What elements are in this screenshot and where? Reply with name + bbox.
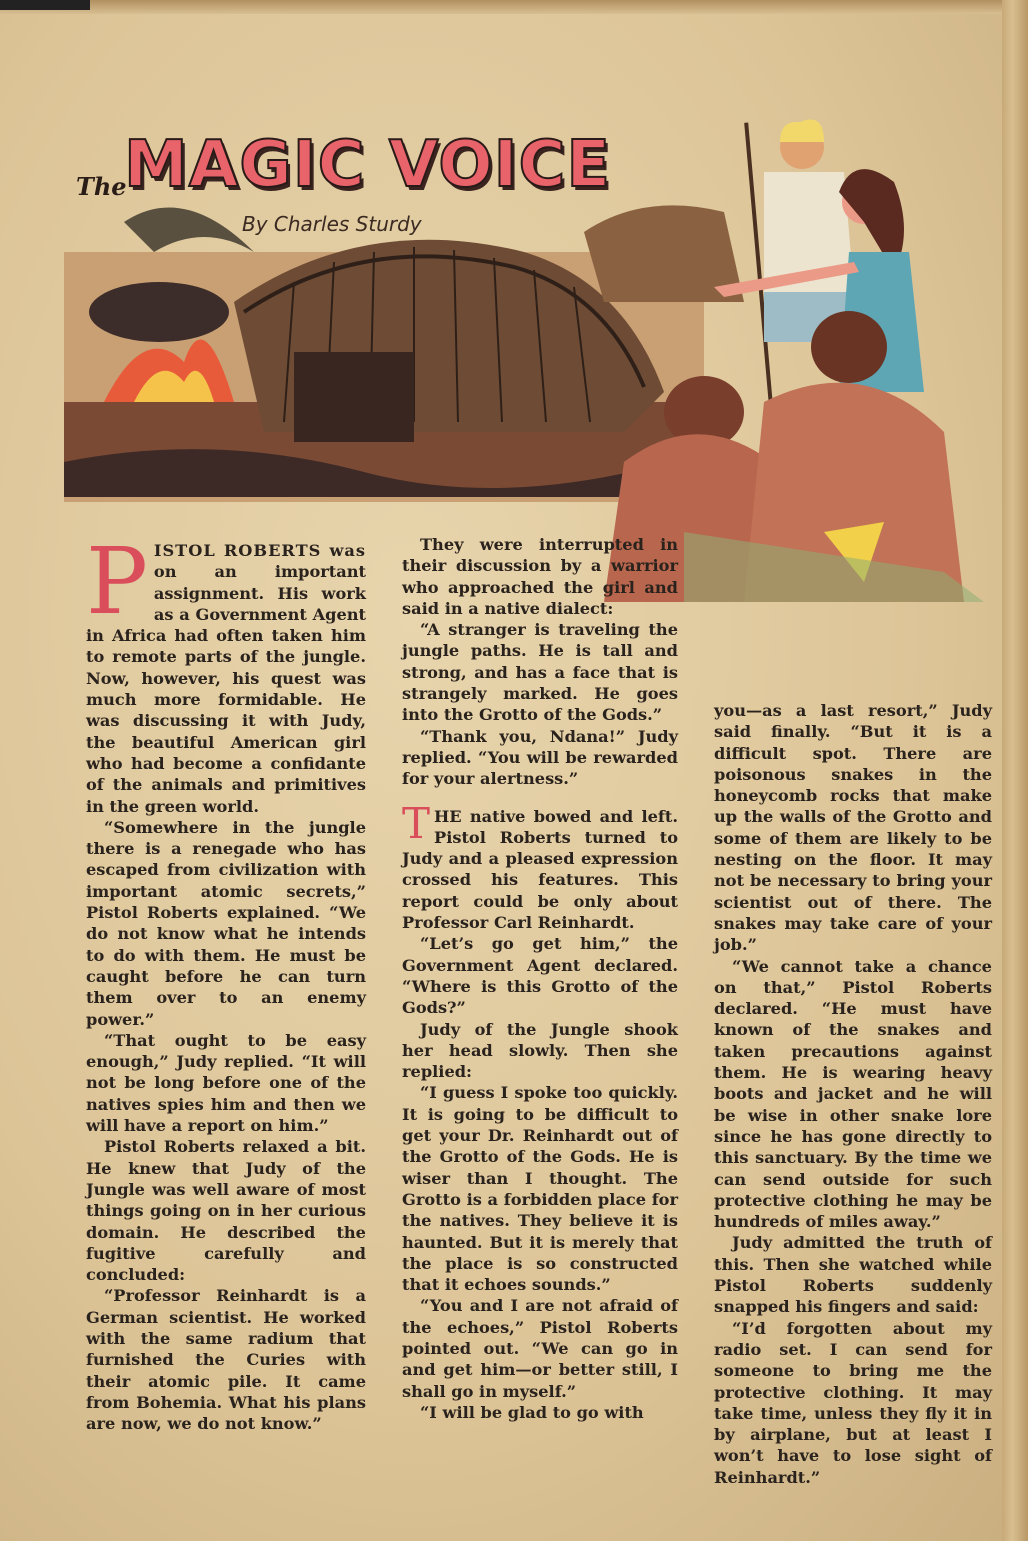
paragraph: “I guess I spoke too quickly. It is going to be difficult to get your Dr. Reinhardt out of the Grotto of the Gods. He is wiser than I thought. The Grotto is a forbidden place for the natives. They believe it is haunted. But it is merely that the place is so constructed that it echoes sounds.” <box>402 1083 678 1295</box>
native-head-right <box>811 311 887 383</box>
text-column-1 <box>86 528 366 1434</box>
lead-in: HE native bowed and left. <box>434 806 678 826</box>
paragraph: you—as a last resort,” Judy said finally. “But it is a difficult spot. There are poisonous snakes in the honeycomb rocks that make up the walls of the Grotto and some of them are likely to be nesting on the floor. It may not be necessary to bring your scientist out of there. The snakes may take care of your job.” <box>714 701 992 955</box>
paragraph: Pistol Roberts relaxed a bit. He knew that Judy of the Jungle was well aware of most things going on in her curious domain. He described the fugitive carefully and concluded: <box>86 1137 366 1285</box>
paragraph: Judy of the Jungle shook her head slowly. Then she replied: <box>402 1019 678 1082</box>
story-illustration <box>64 102 994 602</box>
paragraph: “I will be glad to go with <box>420 1402 644 1422</box>
page-top-edge <box>0 0 1028 14</box>
palm-frond <box>124 207 254 252</box>
paragraph: “That ought to be easy enough,” Judy replied. “It will not be long before one of the natives spies him and then we will have a report on him.” <box>86 1030 366 1136</box>
paragraph: “You and I are not afraid of the echoes,” Pistol Roberts pointed out. “We can go in and get him—or better still, I shall go in myself.” <box>402 1296 678 1401</box>
cauldron <box>89 282 229 342</box>
story-byline: By Charles Sturdy <box>242 212 422 236</box>
paragraph: “We cannot take a chance on that,” Pistol Roberts declared. “He must have known of the snakes and taken precautions against them. He is wearing heavy boots and jacket and he will be wise in other snake lore since he has gone directly to this sanctuary. By the time we can send outside for such protective clothing he may be hundreds of miles away.” <box>714 956 992 1232</box>
paragraph: Judy admitted the truth of this. Then she watched while Pistol Roberts suddenly snapped his fingers and said: <box>714 1233 992 1317</box>
title-prefix: The <box>76 172 127 201</box>
lead-in: ISTOL ROBERTS was <box>153 541 366 560</box>
text-column-3 <box>714 700 992 1488</box>
hut-door <box>294 352 414 442</box>
page-right-edge <box>1002 0 1028 1541</box>
paragraph: on an important assignment. His work as a Government Agent in Africa had often taken him to remote parts of the jungle. Now, however, his quest was much more formidable. He was discussing it with Judy, the beautiful American girl who had become a confidante of the animals and primitives in the green world. <box>86 562 366 816</box>
paragraph: “I’d forgotten about my radio set. I can send for someone to bring me the protective clothing. It may take time, unless they fly it in by airplane, but at least I won’t have to lose sight of Reinhardt.” <box>714 1318 992 1487</box>
binding-mark <box>0 0 90 10</box>
opening-paragraph <box>86 528 366 817</box>
paragraph: Pistol Roberts turned to Judy and a pleased expression crossed his features. This report could be only about Professor Carl Reinhardt. <box>402 827 678 933</box>
drop-cap: T <box>402 798 431 848</box>
paragraph: “Somewhere in the jungle there is a renegade who has escaped from civilization with important atomic secrets,” Pistol Roberts explained. “We do not know what he intends to do with them. He must be caught before he can turn them over to an enemy power.” <box>86 817 366 1029</box>
paragraph: “A stranger is traveling the jungle paths. He is tall and strong, and has a face that is strangely marked. He goes into the Grotto of the Gods.” <box>402 620 678 725</box>
paragraph: “Thank you, Ndana!” Judy replied. “You will be rewarded for your alertness.” <box>402 726 678 789</box>
paragraph: “Professor Reinhardt is a German scientist. He worked with the same radium that furnished the Curies with their atomic pile. It came from Bohemia. What his plans are now, we do not know.” <box>86 1286 366 1434</box>
paragraph: “Let’s go get him,” the Government Agent declared. “Where is this Grotto of the Gods?” <box>402 934 678 1018</box>
section-opening <box>402 798 678 934</box>
hero-hair <box>780 120 824 143</box>
paragraph: They were interrupted in their discussion by a warrior who approached the girl and said in a native dialect: <box>402 535 678 618</box>
text-column-2 <box>402 534 678 1423</box>
drop-cap: P <box>86 528 148 635</box>
story-title: MAGIC VOICE <box>124 128 612 202</box>
